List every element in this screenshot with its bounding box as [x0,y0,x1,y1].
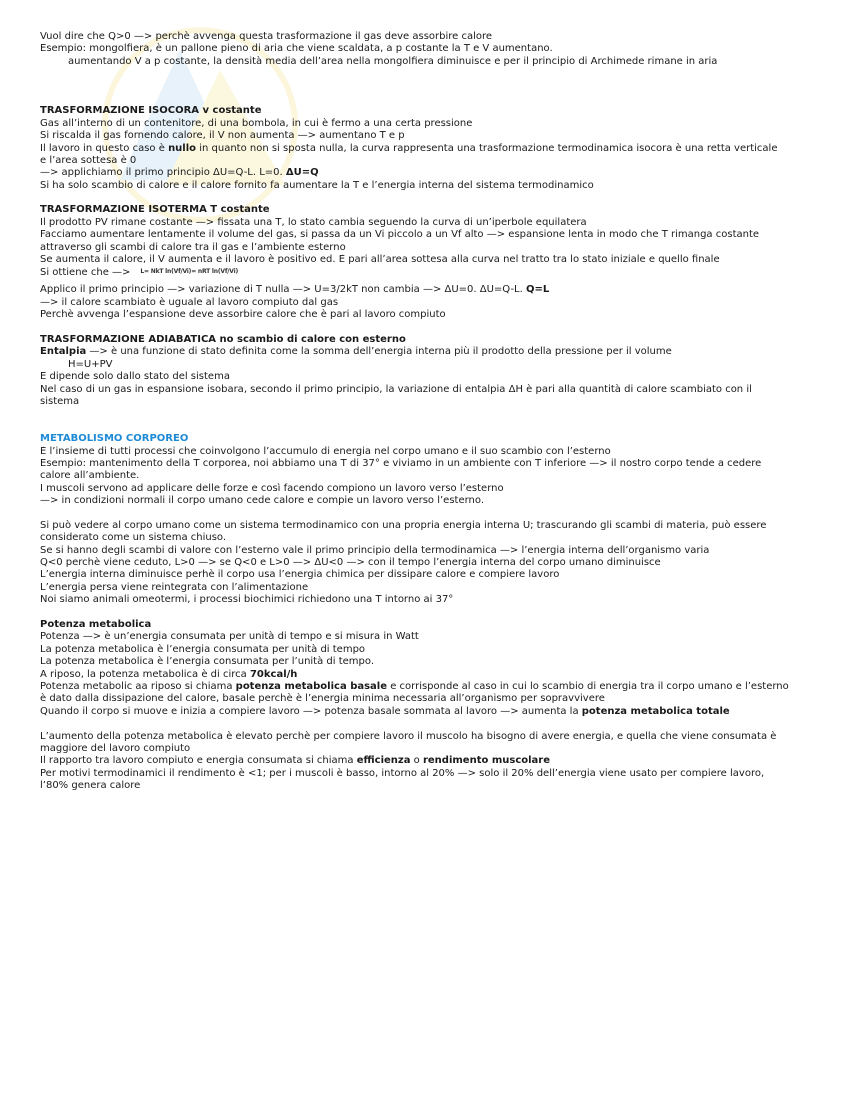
text-line: Per motivi termodinamici il rendimento è <1; per i muscoli è basso, intorno al 20% —> solo il 20% dell’energia viene usato per compiere lavoro, [40,767,765,779]
text-line: L’energia interna diminuisce perhè il corpo usa l’energia chimica per dissipare calore e compiere lavoro [40,569,560,581]
section-heading-metabolismo: METABOLISMO CORPOREO [40,433,189,445]
text-line: sistema [40,395,80,407]
text-line: attraverso gli scambi di calore tra il gas e l’ambiente esterno [40,241,346,253]
text-line: La potenza metabolica è l’energia consumata per unità di tempo [40,643,366,655]
section-heading-isocora: TRASFORMAZIONE ISOCORA v costante [40,105,262,117]
text-line: A riposo, la potenza metabolica è di circa 70kcal/h [40,668,298,680]
text-line: —> in condizioni normali il corpo umano cede calore e compie un lavoro verso l’esterno. [40,495,484,507]
text-line: Esempio: mongolfiera, è un pallone pieno di aria che viene scaldata, a p costante la T e V aumentano. [40,43,553,55]
section-heading-adiabatica: TRASFORMAZIONE ADIABATICA no scambio di calore con esterno [40,334,406,345]
text-line: Potenza metabolic aa riposo si chiama potenza metabolica basale e corrisponde al caso in cui lo scambio di energia tra il corpo umano e l’esterno [40,680,789,692]
text-line: L’aumento della potenza metabolica è elevato perchè per compiere lavoro il muscolo ha bisogno di avere energia, e quella che viene consumata è [40,730,777,742]
text-line: Si riscalda il gas fornendo calore, il V non aumenta —> aumentano T e p [40,130,405,142]
text-line: considerato come un sistema chiuso. [40,532,227,544]
text-line: Il prodotto PV rimane costante —> fissata una T, lo stato cambia seguendo la curva di un’iperbole equilatera [40,216,587,228]
text-line: Gas all’interno di un contenitore, di una bombola, in cui è fermo a una certa pressione [40,117,473,129]
text-line: Si ha solo scambio di calore e il calore fornito fa aumentare la T e l’energia interna del sistema termodinamico [40,179,594,191]
text-line: Applico il primo principio —> variazione di T nulla —> U=3/2kT non cambia —> ΔU=0. ΔU=Q-L. Q=L [40,284,550,296]
document-page [40,31,820,792]
text-line: Potenza —> è un’energia consumata per unità di tempo e si misura in Watt [40,631,419,643]
text-line: Perchè avvenga l’espansione deve assorbire calore che è pari al lavoro compiuto [40,309,446,321]
text-line: —> il calore scambiato è uguale al lavoro compiuto dal gas [40,296,339,308]
text-line: Entalpia —> è una funzione di stato definita come la somma dell’energia interna più il prodotto della pressione per il volume [40,346,672,358]
text-line: Q<0 perchè viene ceduto, L>0 —> se Q<0 e L>0 —> ΔU<0 —> con il tempo l’energia interna del corpo umano diminuisce [40,557,661,569]
text-line: Se si hanno degli scambi di valore con l’esterno vale il primo principio della termodinamica —> l’energia interna dell’organismo varia [40,544,710,556]
text-line: Il rapporto tra lavoro compiuto e energia consumata si chiama efficienza o rendimento muscolare [40,755,551,767]
text-line: Facciamo aumentare lentamente il volume del gas, si passa da un Vi piccolo a un Vf alto —> espansione lenta in modo che T rimanga costante [40,229,760,241]
text-line: Noi siamo animali omeotermi, i processi biochimici richiedono una T intorno ai 37° [40,594,454,606]
text-line: e l’area sottesa è 0 [40,154,137,166]
text-line: Se aumenta il calore, il V aumenta e il lavoro è positivo ed. È pari all’area sottesa alla curva nel tratto tra lo stato iniziale e quello finale [40,254,720,266]
text-line: I muscoli servono ad applicare delle forze e così facendo compiono un lavoro verso l’esterno [40,482,504,494]
text-line: Nel caso di un gas in espansione isobara, secondo il primo principio, la variazione di entalpia ΔH è pari alla quantità di calore scambiato con il [40,383,752,395]
text-line: è dato dalla dissipazione del calore, basale perchè è l’energia minima necessaria all’organismo per sopravvivere [40,693,605,705]
text-line: Vuol dire che Q>0 —> perchè avvenga questa trasformazione il gas deve assorbire calore [40,31,493,42]
text-line: Esempio: mantenimento della T corporea, noi abbiamo una T di 37° e viviamo in un ambiente con T inferiore —> il nostro corpo tende a cedere [40,457,762,469]
text-line: È l’insieme di tutti processi che coinvolgono l’accumulo di energia nel corpo umano e il suo scambio con l’esterno [40,445,611,457]
section-heading-isoterma: TRASFORMAZIONE ISOTERMA T costante [40,204,270,216]
text-line: E dipende solo dallo stato del sistema [40,371,230,383]
text-line: maggiore del lavoro compiuto [40,742,191,754]
text-line: aumentando V a p costante, la densità media dell’area nella mongolfiera diminuisce e per il principio di Archimede rimane in aria [68,55,718,67]
formula-isothermal-work: L= NkT ln(Vf/Vi)= nRT ln(Vf/Vi) [140,268,238,276]
section-heading-potenza: Potenza metabolica [40,619,152,630]
text-line: Il lavoro in questo caso è nullo in quanto non si sposta nulla, la curva rappresenta una trasformazione termodinamica isocora è una retta verticale [40,142,778,154]
text-line: Si ottiene che —> L= NkT ln(Vf/Vi)= nRT ln(Vf/Vi) [40,267,238,279]
text-line: La potenza metabolica è l’energia consumata per l’unità di tempo. [40,656,374,668]
text-line: Si può vedere al corpo umano come un sistema termodinamico con una propria energia interna U; trascurando gli scambi di materia, può essere [40,519,767,531]
text-line: l’80% genera calore [40,780,141,792]
text-line: —> applichiamo il primo principio ΔU=Q-L. L=0. ΔU=Q [40,167,319,179]
text-line: Quando il corpo si muove e inizia a compiere lavoro —> potenza basale sommata al lavoro —> aumenta la potenza metabolica totale [40,705,730,717]
text-line: L’energia persa viene reintegrata con l’alimentazione [40,581,309,593]
text-line: calore all’ambiente. [40,470,140,482]
text-line: H=U+PV [68,358,113,370]
